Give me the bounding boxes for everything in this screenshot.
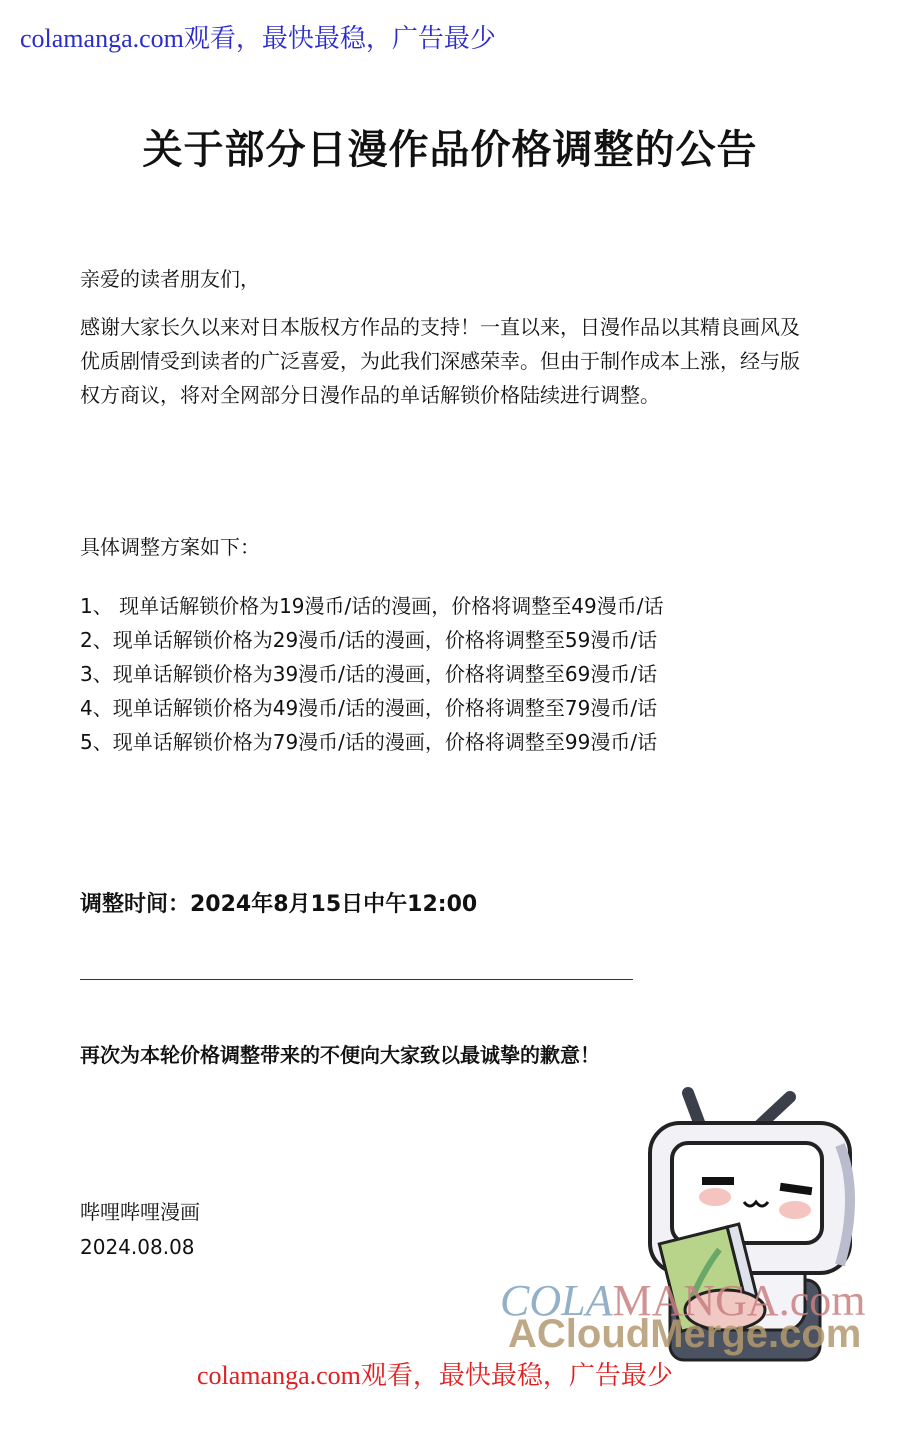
signature-date: 2024.08.08 <box>80 1235 195 1259</box>
adjust-time: 调整时间：2024年8月15日中午12:00 <box>80 892 478 917</box>
list-item: 1、 现单话解锁价格为19漫币/话的漫画，价格将调整至49漫币/话 <box>80 594 664 618</box>
ad-banner-top: colamanga.com观看，最快最稳，广告最少 <box>20 24 496 53</box>
list-item: 2、现单话解锁价格为29漫币/话的漫画，价格将调整至59漫币/话 <box>80 628 658 652</box>
plan-heading: 具体调整方案如下： <box>80 535 260 559</box>
page-title: 关于部分日漫作品价格调整的公告 <box>142 127 758 173</box>
divider <box>80 979 633 980</box>
watermark-colamanga: COLAMANGA.com <box>500 1276 866 1325</box>
list-item: 3、现单话解锁价格为39漫币/话的漫画，价格将调整至69漫币/话 <box>80 662 658 686</box>
ad-banner-bottom: colamanga.com观看，最快最稳，广告最少 <box>197 1361 673 1390</box>
watermark-acloudmerge: ACloudMerge.com <box>508 1312 862 1356</box>
greeting: 亲爱的读者朋友们， <box>80 267 260 291</box>
apology: 再次为本轮价格调整带来的不便向大家致以最诚挚的歉意！ <box>80 1043 600 1067</box>
signature-org: 哔哩哔哩漫画 <box>80 1200 200 1224</box>
body-paragraph: 感谢大家长久以来对日本版权方作品的支持！一直以来，日漫作品以其精良画风及优质剧情受到读者的广泛喜爱，为此我们深感荣幸。但由于制作成本上涨，经与版权方商议，将对全网部分日漫作品的单话解锁价格陆续进行调整。 <box>80 315 800 407</box>
list-item: 4、现单话解锁价格为49漫币/话的漫画，价格将调整至79漫币/话 <box>80 696 658 720</box>
list-item: 5、现单话解锁价格为79漫币/话的漫画，价格将调整至99漫币/话 <box>80 730 658 754</box>
plan-list <box>80 589 663 759</box>
